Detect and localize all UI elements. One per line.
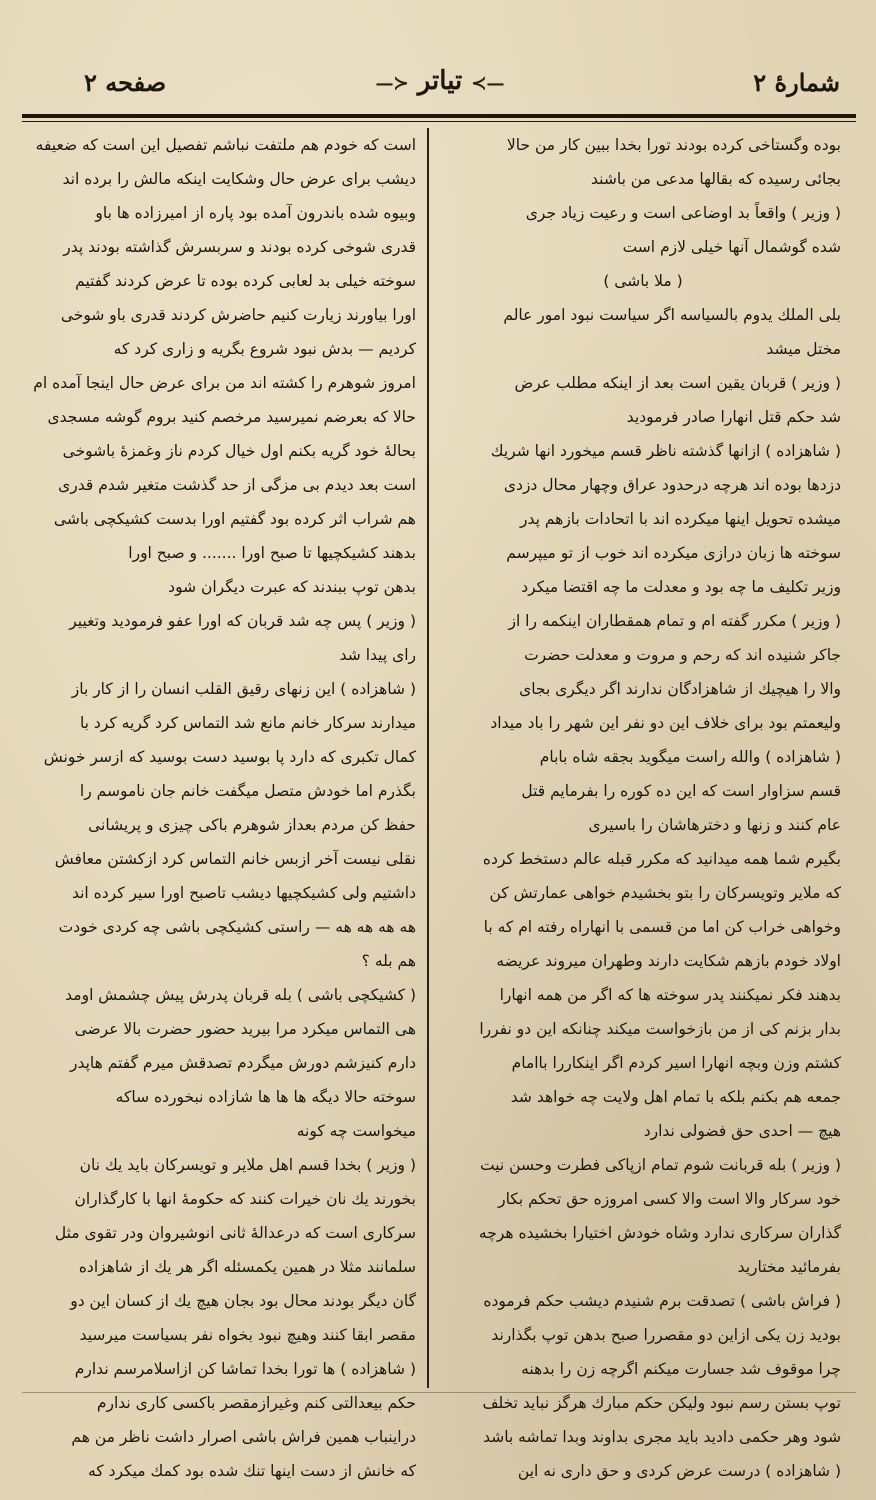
text-line: بودید زن یکی ازاین دو مقصررا صبح بدهن توپ بگذارند <box>491 1326 841 1344</box>
text-line: میشده تحویل اینها میکرده اند با اتحادات بازهم پدر <box>519 510 841 528</box>
text-column-left <box>20 128 416 1480</box>
text-line: ( شاهزاده ) ها تورا بخدا تماشا کن ازاسلامرسم ندارم <box>74 1360 416 1378</box>
text-line: ( ملا باشی ) <box>603 272 683 290</box>
text-line: بگیرم شما همه میدانید که مکرر قبله عالم دستخط کرده <box>482 850 841 868</box>
text-line: اولاد خودم بازهم شکایت دارند وطهران میروند عریضه <box>496 952 841 970</box>
text-line: وزیر تکلیف ما چه بود و معدلت ما چه اقتضا میکرد <box>521 578 841 596</box>
text-line: هم بله ؟ <box>361 952 416 970</box>
text-line: بگذرم اما خودش متصل میگفت خانم جان ناموسم را <box>79 782 416 800</box>
text-line: بفرمائید مختارید <box>737 1258 841 1276</box>
text-line: ( شاهزاده ) این زنهای رقیق القلب انسان را از کار باز <box>71 680 416 698</box>
text-line: بخورند یك نان خیرات کنند که حکومهٔ انها با کارگذاران <box>74 1190 416 1208</box>
text-line: بجائی رسیده که بقالها مدعی من باشند <box>591 170 841 188</box>
text-line: هی التماس میکرد مرا بیرید حضور حضرت بالا عرضی <box>74 1020 416 1038</box>
ornament-right-icon: —≻ <box>471 73 505 94</box>
issue-number: شمارهٔ ۲ <box>753 68 840 97</box>
text-line: سوخته ها زبان درازی میکرده اند خوب از تو میپرسم <box>506 544 841 562</box>
text-line: بدهن توپ ببندند که عبرت دیگران شود <box>168 578 416 596</box>
text-line: ( وزیر ) واقعاً بد اوضاعی است و رعیت زیاد جری <box>525 204 841 222</box>
text-line: گذاران سرکاری ندارد وشاه خودش اختیارا بخشیده هرچه <box>478 1224 841 1242</box>
text-line: قدری شوخی کرده بودند و سربسرش گذاشته بودند پدر <box>63 238 416 256</box>
text-line: رای پیدا شد <box>339 646 416 664</box>
text-line: وخواهی خراب کن اما من قسمی با انهاراه رفته ام که با <box>483 918 841 936</box>
text-line: است بعد دیدم بی مزگی از حد گذشت متغیر شدم قدری <box>58 476 416 494</box>
text-line: وبیوه شده باندرون آمده بود پاره از امیرزاده ها باو <box>95 204 416 222</box>
text-line: بدهند کشیکچیها تا صبح اورا ....... و صبح اورا <box>128 544 416 562</box>
text-line: دیشب برای عرض حال وشکایت اینکه مالش را برده اند <box>62 170 416 188</box>
text-line: شود وهر حکمی دادید باید مجری بداوند وبدا تماشه باشد <box>483 1428 841 1446</box>
text-line: بدار بزنم کی از من بازخواست میکند چنانکه این دو نفررا <box>479 1020 841 1038</box>
text-line: شد حکم قتل انهارا صادر فرمودید <box>626 408 841 426</box>
text-line: سلمانند مثلا در همین یکمسئله اگر هر یك از شاهزاده <box>78 1258 416 1276</box>
masthead-title-text: تیاتر <box>417 66 463 96</box>
text-line: ( کشیکچی باشی ) بله قربان پدرش پیش چشمش اومد <box>65 986 416 1004</box>
text-line: مختل میشد <box>766 340 841 358</box>
text-line: داشتیم ولی کشیکچیها دیشب تاصبح اورا سیر کرده اند <box>71 884 416 902</box>
text-line: بدهند فکر نمیکنند پدر سوخته ها که اگر من همه انهارا <box>499 986 841 1004</box>
text-line: ( شاهزاده ) ازانها گذشته ناظر قسم میخورد انها شریك <box>490 442 841 460</box>
text-line: بلی الملك يدوم بالسياسه اگر سیاست نبود امور عالم <box>503 306 841 324</box>
bottom-rule <box>22 1392 856 1393</box>
text-line: ولیعمتم بود برای خلاف این دو نفر این شهر را باد میداد <box>490 714 841 732</box>
text-line: گان دیگر بودند محال بود بجان هیچ یك از کسان این دو <box>70 1292 416 1310</box>
text-line: دزدها بوده اند هرچه درحدود عراق وچهار محال دزدی <box>503 476 841 494</box>
text-line: چرا موقوف شد جسارت میکنم اگرچه زن را بدهنه <box>521 1360 841 1378</box>
page-header <box>40 62 840 110</box>
text-line: قسم سزاوار است که این ده کوره را بفرمایم قتل <box>521 782 841 800</box>
text-line: بوده وگستاخی کرده بودند تورا بخدا ببین کار من حالا <box>506 136 841 154</box>
text-line: میدارند سرکار خانم مانع شد التماس کرد گریه کرد با <box>79 714 416 732</box>
text-line: ( وزیر ) بله قربانت شوم تمام ازپاکی فطرت وحسن نیت <box>480 1156 841 1174</box>
text-line: والا را هیچیك از شاهزادگان ندارند اگر دیگری بجای <box>519 680 841 698</box>
text-line: است که خودم هم ملتفت نباشم تفصیل این است که ضعیفه <box>35 136 416 154</box>
text-line: امروز شوهرم را کشته اند من برای عرض حال اینجا آمده ام <box>33 374 416 392</box>
ornament-left-icon: ≺— <box>375 73 409 94</box>
text-line: که خانش از دست اینها تنك شده بود کمك میکرد که <box>87 1462 416 1480</box>
text-line: حکم بیعدالتی کنم وغیرازمقصر باکسی کاری ندارم <box>96 1394 416 1412</box>
text-line: دراینباب همین فراش باشی اصرار داشت ناظر من هم <box>71 1428 416 1446</box>
text-line: هیچ — احدی حق فضولی ندارد <box>643 1122 841 1140</box>
text-line: عام کنند و زنها و دخترهاشان را باسیری <box>588 816 841 834</box>
text-line: هه هه هه هه — راستی کشیکچی باشی چه کردی خودت <box>58 918 416 936</box>
text-line: کمال تکبری که دارد پا بوسید دست بوسید که ازسر خونش <box>43 748 416 766</box>
page-number: صفحه ۲ <box>84 68 167 97</box>
text-line: خود سرکار والا است والا کسی امروزه حق تحکم بکار <box>498 1190 841 1208</box>
header-rule-thick <box>22 114 856 118</box>
text-line: میخواست چه کونه <box>296 1122 416 1140</box>
header-rule-thin <box>22 121 856 122</box>
text-line: دارم کنیزشم دورش میگردم تصدقش میرم گفتم هاپدر <box>70 1054 416 1072</box>
text-line: ( وزیر ) قربان یقین است بعد از اینکه مطلب عرض <box>514 374 841 392</box>
column-divider <box>427 128 429 1388</box>
text-line: سوخته حالا دیگه ها ها ها شازاده نبخورده ساکه <box>115 1088 416 1106</box>
text-line: حفظ کن مردم بعداز شوهرم باکی چیزی و پریشانی <box>88 816 416 834</box>
text-line: مقصر ابقا کنند وهیچ نبود بخواه نفر بسیاست میرسید <box>79 1326 416 1344</box>
text-line: سوخته خیلی بد لعابی کرده بوده تا عرض کردند گفتیم <box>75 272 416 290</box>
text-line: نقلی نیست آخر ازبس خانم التماس کرد ازکشتن معافش <box>54 850 416 868</box>
text-line: توپ بستن رسم نبود ولیکن حکم مبارك هرگز نباید تخلف <box>482 1394 841 1412</box>
text-line: بحالهٔ خود گریه بکنم اول خیال کردم ناز وغمزهٔ باشوخی <box>62 442 416 460</box>
text-line: کشتم وزن وبچه انهارا اسیر کردم اگر اینکاررا باامام <box>511 1054 841 1072</box>
text-line: ( وزیر ) پس چه شد قربان که اورا عفو فرمودید وتغییر <box>69 612 416 630</box>
text-line: ( وزیر ) بخدا قسم اهل ملایر و تویسرکان باید یك نان <box>79 1156 416 1174</box>
text-line: شده گوشمال آنها خیلی لازم است <box>622 238 841 256</box>
text-line: هم شراب اثر کرده بود گفتیم اورا بدست کشیکچی باشی <box>53 510 416 528</box>
text-line: جاکر شنیده اند که رحم و مروت و معدلت حضرت <box>524 646 841 664</box>
text-column-right <box>445 128 841 1480</box>
text-line: ( شاهزاده ) والله راست میگوید بجقه شاه بابام <box>539 748 841 766</box>
text-line: که ملایر وتویسرکان را بتو بخشیدم خواهی عمارتش کن <box>489 884 841 902</box>
text-line: سرکاری است که درعدالهٔ ثانی انوشیروان ودر تقوی مثل <box>54 1224 416 1242</box>
text-line: اورا بیاورند زیارت کنیم حاضرش کردند قدری باو شوخی <box>60 306 416 324</box>
text-line: جمعه هم بکنم بلکه با تمام اهل ولایت چه خواهد شد <box>510 1088 841 1106</box>
text-line: ( شاهزاده ) درست عرض کردی و حق داری نه این <box>517 1462 841 1480</box>
text-line: حالا که بعرضم نمیرسید مرخصم کنید بروم گوشه مسجدی <box>47 408 416 426</box>
text-line: ( وزیر ) مکرر گفته ام و تمام همقطاران اینکمه را از <box>508 612 841 630</box>
text-line: ( فراش باشی ) تصدقت برم شنیدم دیشب حکم فرموده <box>483 1292 841 1310</box>
text-line: کردیم — بدش نبود شروع بگریه و زاری کرد که <box>113 340 416 358</box>
